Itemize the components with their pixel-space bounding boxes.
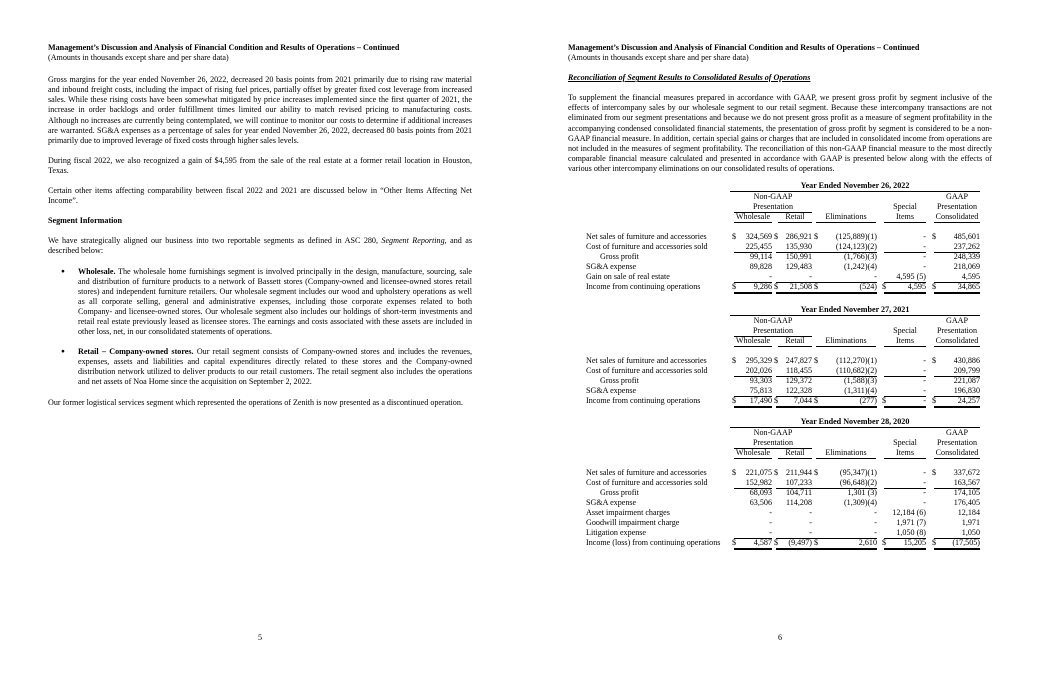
cell-r: - (809, 508, 812, 517)
cell-g: 430,886 (953, 356, 980, 365)
cell-s: - (923, 488, 926, 497)
cell-s: 12,184 (6) (892, 508, 926, 517)
table-row (586, 232, 980, 242)
cell-g: 174,105 (953, 488, 980, 497)
dollar-sign: $ (814, 468, 819, 477)
cell-s: - (923, 498, 926, 507)
cell-s: - (884, 478, 926, 489)
cell-w: 225,455 (734, 242, 772, 253)
wholesale-title: Wholesale. (78, 266, 116, 276)
segment-list (48, 267, 472, 388)
cell-r: (9,497) (776, 538, 812, 550)
dollar-sign: $ (932, 538, 937, 547)
header-gaap: GAAP (945, 316, 969, 325)
row-label: Income from continuing operations (586, 396, 701, 405)
page-5-content (48, 43, 472, 408)
row-label: Gain on sale of real estate (586, 272, 670, 281)
row-label: Net sales of furniture and accessories (586, 468, 707, 477)
dollar-sign: $ (932, 282, 937, 291)
row-label: Litigation expense (586, 528, 647, 537)
row-label: Goodwill impairment charge (586, 518, 680, 527)
cell-g: 221,087 (953, 376, 980, 385)
cell-s: 1,971 (7) (896, 518, 926, 527)
header-consolidated: Consolidated (935, 212, 979, 221)
segment-intro-text: We have strategically aligned our business into two reportable segments as defined in ASC 280, (48, 236, 382, 246)
cell-e: - (874, 518, 877, 527)
cell-r: 114,208 (785, 498, 812, 507)
cell-e: (1,311)(4) (812, 386, 877, 397)
cell-r: 118,455 (776, 366, 812, 377)
cell-s: - (923, 356, 926, 365)
cell-r: 247,827 (785, 356, 812, 365)
cell-g: 209,799 (934, 366, 980, 377)
dollar-sign: $ (774, 356, 779, 365)
cell-g: 218,069 (953, 262, 980, 271)
segment-intro-paragraph (48, 236, 472, 256)
header-subtitle: (Amounts in thousands except share and per share data) (568, 53, 749, 63)
cell-s: - (884, 366, 926, 377)
table-row (586, 272, 980, 282)
cell-w: 99,114 (750, 252, 772, 261)
cell-r: 211,944 (785, 468, 812, 477)
cell-s: - (884, 242, 926, 253)
segment-reporting-term: Segment Reporting (381, 236, 445, 246)
dollar-sign: $ (774, 468, 779, 477)
dollar-sign: $ (932, 232, 937, 241)
page-number: 5 (257, 633, 263, 642)
cell-w: - (769, 518, 772, 527)
page-6 (520, 0, 1040, 673)
reconciliation-paragraph: To supplement the financial measures prepared in accordance with GAAP, we present gross profit by segment inclusive of the effects of intercompany sales by our wholesale segment to our retail segment. Because these intercompany transactions are not eliminated from our segment presentations and because we do not present gross profit as a measure of segment profitability in the accompanying condensed consolidated financial statements, the presentation of gross profit by segment is considered to be a non-GAAP financial measure. In addition, certain special gains or charges that are included in consolidated income from operations are not included in the measures of segment profitability. The reconciliation of this non-GAAP financial measure to the most directly comparable financial measure calculated and presented in accordance with GAAP is presented below along with the effects of various other intercompany eliminations on our consolidated results of operations. (568, 93, 992, 173)
header-presentation: Presentation (734, 326, 812, 337)
dollar-sign: $ (732, 538, 737, 547)
cell-w: 89,828 (749, 262, 772, 271)
table-row (586, 356, 980, 366)
cell-w: - (734, 272, 772, 283)
dollar-sign: $ (814, 538, 819, 547)
cell-e: (1,309)(4) (843, 498, 877, 507)
row-label: Cost of furniture and accessories sold (586, 242, 708, 251)
header-gaap: GAAP (945, 428, 969, 437)
header-items: Items (884, 448, 926, 459)
header-consolidated: Consolidated (935, 336, 979, 345)
dollar-sign: $ (882, 538, 887, 547)
cell-w: 63,506 (749, 498, 772, 507)
cell-g: 24,257 (934, 396, 980, 408)
row-label: Income (loss) from continuing operations (586, 538, 721, 547)
dollar-sign: $ (882, 282, 887, 291)
cell-w: 9,286 (734, 282, 772, 294)
dollar-sign: $ (882, 396, 887, 405)
table-year-heading: Year Ended November 27, 2021 (730, 305, 980, 316)
cell-e: (110,682)(2) (812, 366, 877, 377)
cell-w: 221,075 (745, 468, 772, 477)
row-label: Cost of furniture and accessories sold (586, 366, 708, 375)
dollar-sign: $ (732, 356, 737, 365)
cell-g: 12,184 (957, 508, 980, 517)
segment-intro-text-end: , and as described below: (48, 236, 472, 256)
cell-s: - (923, 232, 926, 241)
dollar-sign: $ (774, 232, 779, 241)
table-row (586, 366, 980, 376)
cell-w: 93,303 (749, 376, 772, 385)
dollar-sign: $ (774, 396, 779, 405)
cell-r: 21,508 (776, 282, 812, 294)
dollar-sign: $ (732, 282, 737, 291)
table-row (586, 528, 980, 538)
row-label: SG&A expense (586, 262, 637, 271)
cell-s: - (923, 376, 926, 385)
header-presentation: Presentation (734, 202, 812, 213)
retail-description: Our retail segment consists of Company-owned stores and includes the revenues, expenses, assets and liabilities and capital expenditures directly related to these stores and the Company-owned distribution network utilized to deliver products to our retail customers. The retail segment also includes the operations and net assets of Noa Home since the acquisition on September 2, 2022. (78, 347, 472, 387)
wholesale-description: The wholesale home furnishings segment is involved principally in the design, manufacture, sourcing, sale and distribution of furniture products to a network of Bassett stores (Company-owned and licensee-owned stores retail stores) and independent furniture retailers. Our wholesale segment includes our wood and upholstery operations as well as all corporate selling, general and administrative expenses, including those corporate expenses related to both Company- and licensee-owned stores. Our wholesale segment also includes our holdings of short-term investments and retail real estate previously leased as licensee stores. The earnings and costs associated with these assets are included in other loss, net, in our consolidated statements of operations. (78, 266, 472, 337)
page-number: 6 (777, 633, 783, 642)
row-label: Gross profit (600, 252, 639, 261)
dollar-sign: $ (814, 396, 819, 405)
table-row (586, 538, 980, 548)
cell-r: 286,921 (785, 232, 812, 241)
cell-w: 202,026 (734, 366, 772, 377)
header-retail: Retail (778, 212, 812, 223)
table-row (586, 376, 980, 386)
cell-e: - (874, 508, 877, 517)
cell-s: - (923, 468, 926, 477)
row-label: Gross profit (600, 376, 639, 385)
header-gaap-presentation: Presentation (936, 438, 977, 447)
cell-e: (112,270)(1) (836, 356, 877, 365)
header-retail: Retail (778, 448, 812, 459)
table-year-heading: Year Ended November 28, 2020 (730, 417, 980, 428)
cell-w: - (769, 508, 772, 517)
gross-margin-paragraph: Gross margins for the year ended November 26, 2022, decreased 20 basis points from 2021 primarily due to rising raw material and inbound freight costs, including the impact of rising fuel prices, partially offset by greater fixed cost leverage from increased sales. While these rising costs have been somewhat mitigated by price increases implemented since the first quarter of 2021, the increase in order backlogs and order fulfillment times limited our ability to match revised pricing to manufacturing costs. Although no increases are currently being contemplated, we will continue to monitor our costs to determine if additional increases are warranted. SG&A expenses as a percentage of sales for year ended November 26, 2022, decreased 80 basis points from 2021 primarily due to improved leverage of fixed costs through higher sales levels. (48, 75, 472, 145)
header-special: Special (893, 326, 917, 335)
cell-e: - (812, 528, 877, 539)
row-label: SG&A expense (586, 386, 637, 395)
header-special: Special (893, 438, 917, 447)
header-presentation: Presentation (734, 438, 812, 449)
cell-w: 75,813 (734, 386, 772, 397)
table-row (586, 396, 980, 406)
table-row (586, 478, 980, 488)
row-label: Asset impairment charges (586, 508, 670, 517)
cell-r: - (776, 528, 812, 539)
cell-e: - (812, 272, 877, 283)
row-label: SG&A expense (586, 498, 637, 507)
cell-w: 68,093 (749, 488, 772, 497)
cell-r: 104,711 (785, 488, 812, 497)
header-consolidated: Consolidated (935, 448, 979, 457)
cell-w: 17,490 (734, 396, 772, 408)
table-row (586, 498, 980, 508)
cell-g: 248,339 (953, 252, 980, 261)
cell-r: 122,328 (776, 386, 812, 397)
dollar-sign: $ (932, 468, 937, 477)
row-label: Cost of furniture and accessories sold (586, 478, 708, 487)
dollar-sign: $ (814, 232, 819, 241)
cell-r: - (776, 272, 812, 283)
cell-e: (124,123)(2) (812, 242, 877, 253)
table-row (586, 282, 980, 292)
dollar-sign: $ (732, 468, 737, 477)
cell-s: 1,050 (8) (884, 528, 926, 539)
cell-g: 1,050 (934, 528, 980, 539)
row-label: Net sales of furniture and accessories (586, 356, 707, 365)
cell-e: (1,242)(4) (843, 262, 877, 271)
table-row (586, 518, 980, 528)
table-row (586, 468, 980, 478)
cell-e: (96,648)(2) (812, 478, 877, 489)
cell-e: 1,301 (3) (847, 488, 877, 497)
cell-s: 4,595 (5) (884, 272, 926, 283)
dollar-sign: $ (814, 282, 819, 291)
table-row (586, 242, 980, 252)
cell-s: - (923, 262, 926, 271)
cell-r: 7,044 (776, 396, 812, 408)
cell-g: 337,672 (953, 468, 980, 477)
header-wholesale: Wholesale (735, 448, 771, 457)
cell-w: 152,982 (734, 478, 772, 489)
real-estate-gain-paragraph: During fiscal 2022, we also recognized a gain of $4,595 from the sale of the real estate at a former retail location in Houston, Texas. (48, 155, 472, 175)
header-eliminations: Eliminations (816, 448, 876, 459)
header-gaap: GAAP (945, 192, 969, 201)
cell-g: 176,405 (953, 498, 980, 507)
header-gaap-presentation: Presentation (936, 202, 977, 211)
cell-w: 295,329 (745, 356, 772, 365)
dollar-sign: $ (732, 396, 737, 405)
header-items: Items (884, 212, 926, 223)
header-title: Management’s Discussion and Analysis of Financial Condition and Results of Operations – Continued (568, 43, 920, 52)
cell-e: (125,889)(1) (835, 232, 877, 241)
dollar-sign: $ (774, 538, 779, 547)
table-row (586, 386, 980, 396)
cell-r: 129,483 (785, 262, 812, 271)
cell-g: 485,601 (953, 232, 980, 241)
cell-e: (277) (812, 396, 877, 408)
cell-g: 4,595 (934, 272, 980, 283)
cell-e: (1,766)(3) (843, 252, 877, 261)
segment-item-retail (78, 347, 472, 387)
header-wholesale: Wholesale (735, 212, 771, 221)
cell-w: 324,569 (745, 232, 772, 241)
header-gaap-presentation: Presentation (936, 326, 977, 335)
dollar-sign: $ (932, 356, 937, 365)
header-title: Management’s Discussion and Analysis of Financial Condition and Results of Operations – Continued (48, 43, 400, 52)
dollar-sign: $ (932, 396, 937, 405)
header-eliminations: Eliminations (816, 336, 876, 347)
row-label: Gross profit (600, 488, 639, 497)
cell-e: (524) (812, 282, 877, 294)
header-subtitle: (Amounts in thousands except share and per share data) (48, 53, 229, 63)
header-retail: Retail (778, 336, 812, 347)
header-wholesale: Wholesale (735, 336, 771, 345)
cell-r: 135,930 (776, 242, 812, 253)
cell-g: (17,505) (934, 538, 980, 550)
table-row (586, 262, 980, 272)
logistics-paragraph: Our former logistical services segment which represented the operations of Zenith is now presented as a discontinued operation. (48, 397, 463, 407)
header-nongaap: Non-GAAP (753, 192, 793, 201)
row-label: Net sales of furniture and accessories (586, 232, 707, 241)
retail-title: Retail – Company-owned stores. (78, 347, 194, 357)
header-special: Special (893, 202, 917, 211)
cell-r: 107,233 (776, 478, 812, 489)
cell-r: 129,372 (785, 376, 812, 385)
cell-e: (1,588)(3) (843, 376, 877, 385)
reconciliation-title: Reconciliation of Segment Results to Consolidated Results of Operations (568, 73, 811, 83)
segment-item-wholesale (78, 267, 472, 338)
dollar-sign: $ (732, 232, 737, 241)
header-nongaap: Non-GAAP (753, 316, 793, 325)
cell-e: 2,610 (812, 538, 877, 550)
cell-g: 34,865 (934, 282, 980, 294)
cell-s: 15,205 (884, 538, 926, 550)
cell-s: - (884, 396, 926, 408)
cell-s: - (923, 252, 926, 261)
page-6-content (568, 43, 992, 174)
table-row (586, 508, 980, 518)
header-items: Items (884, 336, 926, 347)
table-year-heading: Year Ended November 26, 2022 (730, 181, 980, 192)
cell-w: - (734, 528, 772, 539)
cell-g: 163,567 (934, 478, 980, 489)
cell-g: 1,971 (961, 518, 980, 527)
cell-g: 237,262 (934, 242, 980, 253)
cell-s: - (884, 386, 926, 397)
cell-w: 4,587 (734, 538, 772, 550)
dollar-sign: $ (774, 282, 779, 291)
cell-r: - (809, 518, 812, 527)
table-row (586, 252, 980, 262)
cell-g: 196,830 (934, 386, 980, 397)
dollar-sign: $ (814, 356, 819, 365)
header-eliminations: Eliminations (816, 212, 876, 223)
header-nongaap: Non-GAAP (753, 428, 793, 437)
cell-s: 4,595 (884, 282, 926, 294)
cell-r: 150,991 (785, 252, 812, 261)
segment-information-title: Segment Information (48, 216, 122, 226)
table-row (586, 488, 980, 498)
cell-e: (95,347)(1) (839, 468, 877, 477)
other-items-paragraph: Certain other items affecting comparability between fiscal 2022 and 2021 are discussed below in “Other Items Affecting Net Income”. (48, 186, 472, 206)
row-label: Income from continuing operations (586, 282, 701, 291)
